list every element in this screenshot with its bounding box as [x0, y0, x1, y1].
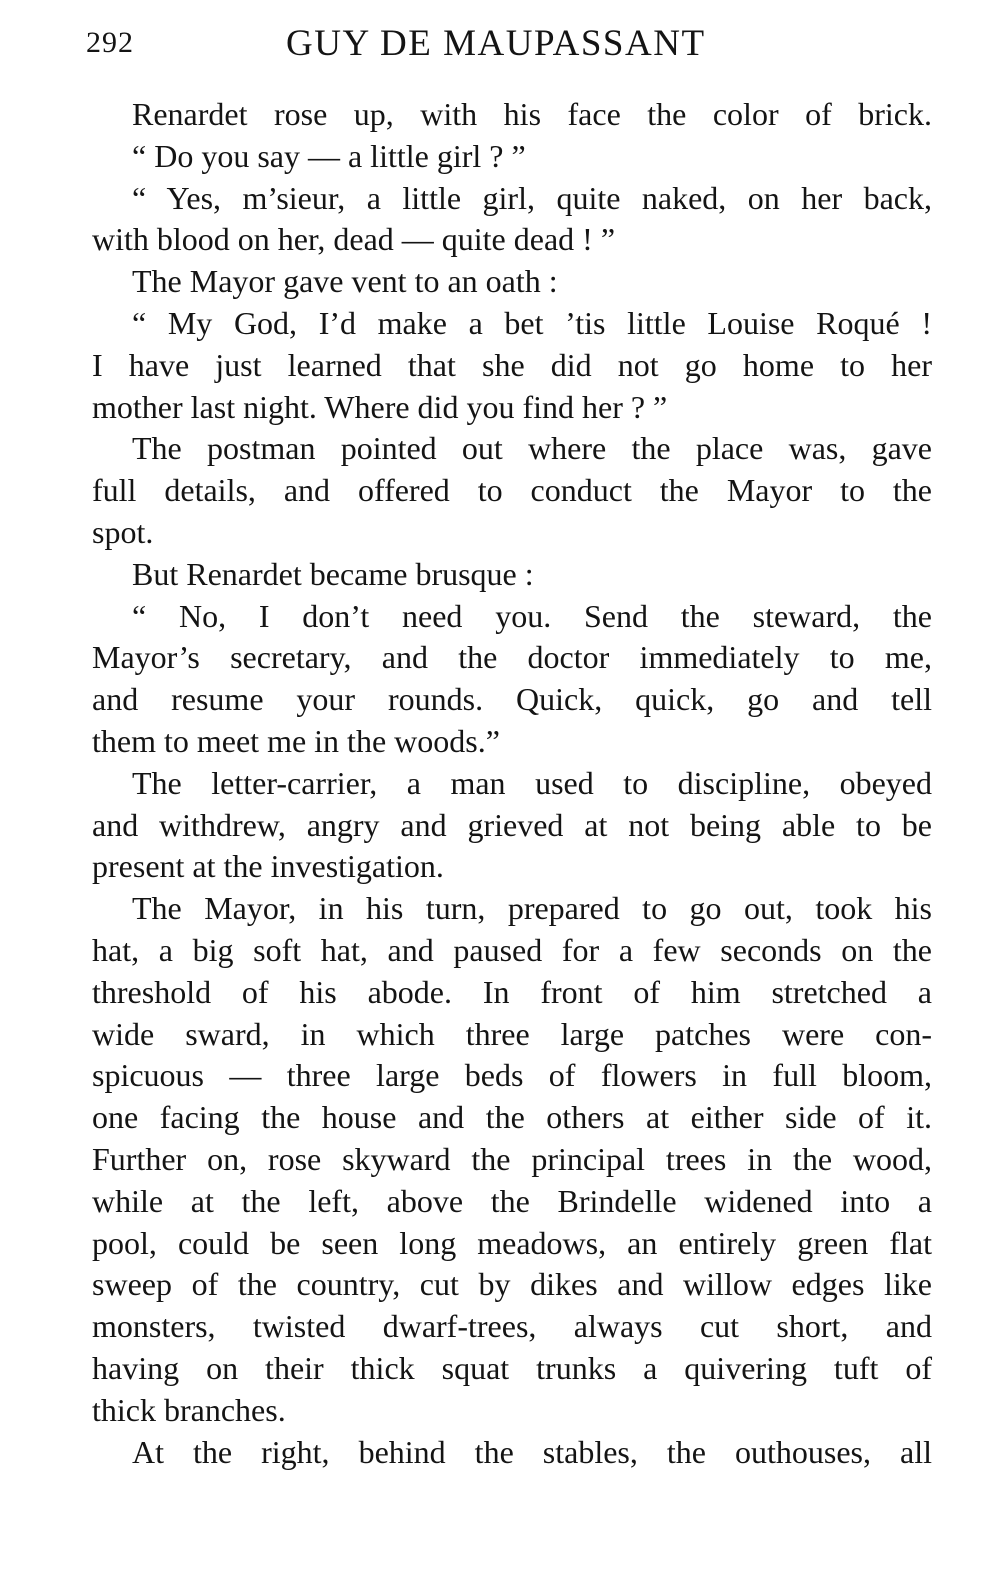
text-line: thick branches. — [92, 1391, 286, 1428]
text-line: mother last night. Where did you find her ? ” — [92, 388, 668, 425]
text-line: wide sward, in which three large patches were con- — [92, 1015, 932, 1052]
text-line: The Mayor, in his turn, prepared to go out, took his — [132, 890, 932, 927]
text-line: Mayor’s secretary, and the doctor immediately to me, — [92, 639, 932, 676]
text-line: “ Do you say — a little girl ? ” — [132, 137, 526, 174]
text-line: hat, a big soft hat, and paused for a few seconds on the — [92, 931, 932, 968]
text-line: monsters, twisted dwarf-trees, always cut short, and — [92, 1308, 932, 1345]
text-line: sweep of the country, cut by dikes and willow edges like — [92, 1266, 932, 1303]
text-line: threshold of his abode. In front of him stretched a — [92, 973, 932, 1010]
text-line: The letter-carrier, a man used to discipline, obeyed — [132, 764, 932, 801]
text-line: At the right, behind the stables, the outhouses, all — [132, 1433, 932, 1470]
text-line: and resume your rounds. Quick, quick, go and tell — [92, 681, 932, 718]
text-line: “ My God, I’d make a bet ’tis little Louise Roqué ! — [132, 304, 932, 341]
text-line: The Mayor gave vent to an oath : — [132, 263, 558, 300]
text-line: and withdrew, angry and grieved at not being able to be — [92, 806, 932, 843]
text-line: spicuous — three large beds of flowers in full bloom, — [92, 1057, 932, 1094]
text-line: full details, and offered to conduct the Mayor to the — [92, 472, 932, 509]
text-line: them to meet me in the woods.” — [92, 722, 500, 759]
text-line: I have just learned that she did not go home to her — [92, 346, 932, 383]
text-line: Further on, rose skyward the principal trees in the wood, — [92, 1140, 932, 1177]
text-line: “ Yes, m’sieur, a little girl, quite naked, on her back, — [132, 179, 932, 216]
text-line: while at the left, above the Brindelle widened into a — [92, 1182, 932, 1219]
text-line: But Renardet became brusque : — [132, 555, 534, 592]
text-line: one facing the house and the others at either side of it. — [92, 1099, 932, 1136]
page-number: 292 — [86, 26, 134, 59]
text-line: present at the investigation. — [92, 848, 444, 885]
text-line: pool, could be seen long meadows, an entirely green flat — [92, 1224, 932, 1261]
text-line: with blood on her, dead — quite dead ! ” — [92, 221, 616, 258]
text-line: “ No, I don’t need you. Send the steward, the — [132, 597, 932, 634]
body-text — [92, 94, 932, 1473]
text-line: spot. — [92, 513, 154, 550]
running-head — [86, 22, 936, 68]
book-title: GUY DE MAUPASSANT — [286, 23, 706, 64]
text-line: having on their thick squat trunks a quivering tuft of — [92, 1349, 932, 1386]
text-line: Renardet rose up, with his face the color of brick. — [132, 96, 932, 132]
text-line: The postman pointed out where the place was, gave — [132, 430, 932, 467]
